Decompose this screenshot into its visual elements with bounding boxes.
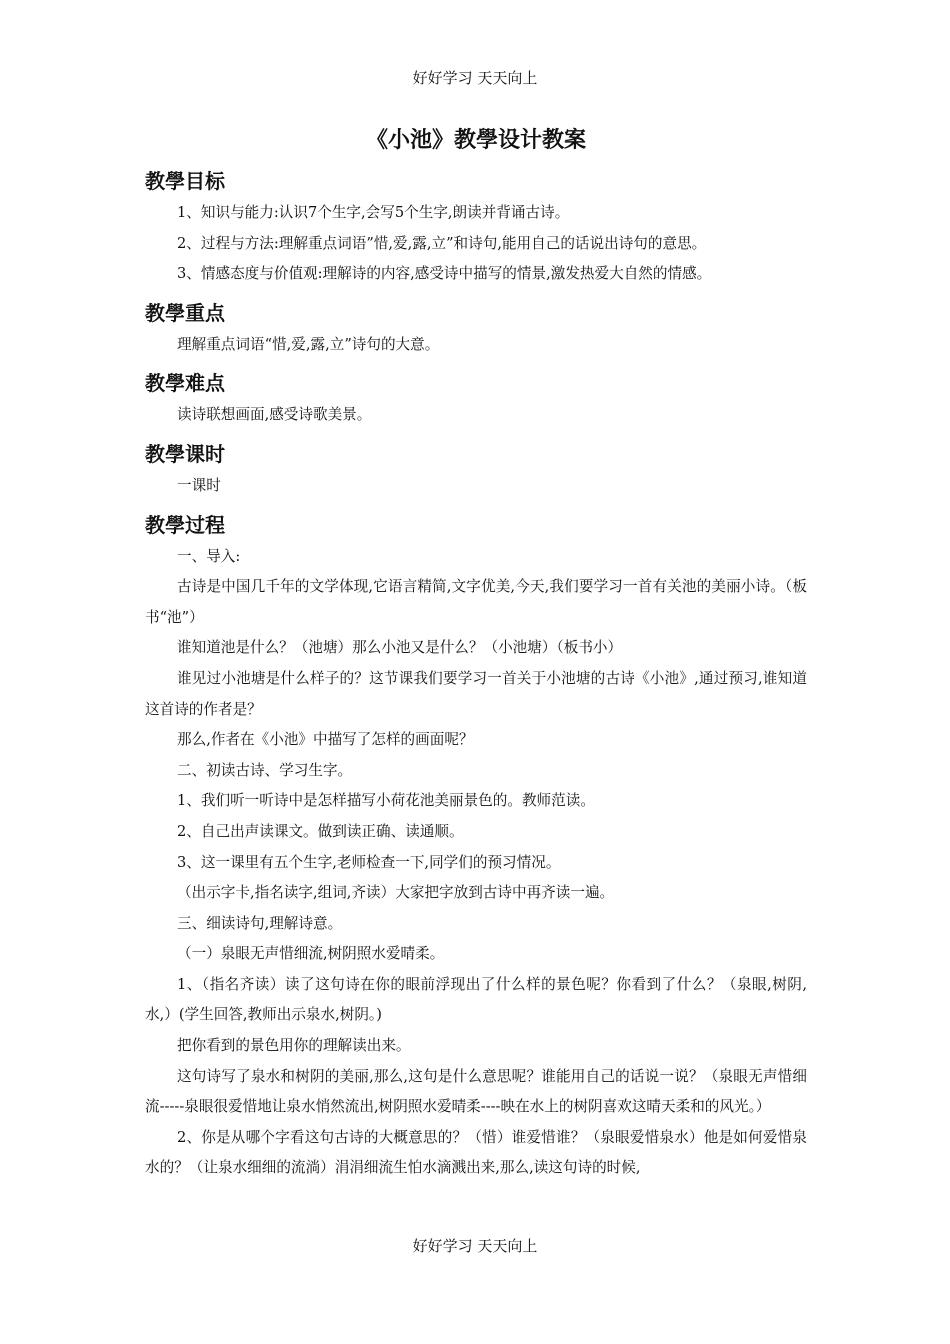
paragraph: 读诗联想画面,感受诗歌美景。 xyxy=(177,406,372,424)
section-difficulties xyxy=(145,368,807,431)
document-title: 《小池》教學设计教案 xyxy=(365,128,586,153)
section-heading: 教學重点 xyxy=(145,300,225,325)
section-key-points xyxy=(145,298,807,361)
paragraph: 二、初读古诗、学习生字。 xyxy=(177,761,353,779)
section-heading: 教學目标 xyxy=(145,169,225,193)
section-heading: 教學过程 xyxy=(145,512,225,537)
paragraph: 古诗是中国几千年的文学体现,它语言精简,文字优美,今天,我们要学习一首有关池的美丽小诗。（板书“池”） xyxy=(145,578,807,626)
paragraph: 把你看到的景色用你的理解读出来。 xyxy=(177,1037,411,1055)
section-process xyxy=(145,510,807,1184)
section-objectives xyxy=(145,166,807,290)
section-class-hours xyxy=(145,439,807,502)
paragraph: 谁见过小池塘是什么样子的？这节课我们要学习一首关于小池塘的古诗《小池》,通过预习,谁知道这首诗的作者是？ xyxy=(145,669,807,718)
paragraph: （一）泉眼无声惜细流,树阴照水爱晴柔。 xyxy=(177,945,445,963)
paragraph: 这句诗写了泉水和树阴的美丽,那么,这句是什么意思呢？谁能用自己的话说一说？（泉眼无声惜细流-----泉眼很爱惜地让泉水悄然流出,树阴照水爱晴柔----映在水上的树阴喜欢这晴天柔和的风光。） xyxy=(145,1067,807,1116)
paragraph: 一课时 xyxy=(177,476,221,494)
document-body xyxy=(145,124,807,1184)
section-heading: 教學课时 xyxy=(145,441,225,466)
paragraph: 谁知道池是什么？（池塘）那么小池又是什么？（小池塘）（板书小） xyxy=(177,639,623,657)
section-heading: 教學难点 xyxy=(145,371,225,396)
paragraph: 那么,作者在《小池》中描写了怎样的画面呢？ xyxy=(177,731,474,749)
paragraph: 一、导入: xyxy=(177,547,241,565)
page-footer: 好好学习 天天向上 xyxy=(412,1237,538,1255)
paragraph: 3、情感态度与价值观:理解诗的内容,感受诗中描写的情景,激发热爱大自然的情感。 xyxy=(177,265,712,283)
paragraph: （出示字卡,指名读字,组词,齐读）大家把字放到古诗中再齐读一遍。 xyxy=(177,884,615,902)
page-header: 好好学习 天天向上 xyxy=(412,69,538,87)
paragraph: 3、这一课里有五个生字,老师检查一下,同学们的预习情况。 xyxy=(177,853,561,871)
paragraph: 1、我们听一听诗中是怎样描写小荷花池美丽景色的。教师范读。 xyxy=(177,792,595,810)
paragraph: 1、（指名齐读）读了这句诗在你的眼前浮现出了什么样的景色呢？你看到了什么？（泉眼,树阴,水,）(学生回答,教师出示泉水,树阴。) xyxy=(145,975,807,1024)
paragraph: 2、你是从哪个字看这句古诗的大概意思的？（惜）谁爱惜谁？（泉眼爱惜泉水）他是如何爱惜泉水的？（让泉水细细的流淌）涓涓细流生怕水滴溅出来,那么,读这句诗的时候, xyxy=(145,1128,807,1177)
paragraph: 2、过程与方法:理解重点词语”惜,爱,露,立”和诗句,能用自己的话说出诗句的意思。 xyxy=(177,234,707,252)
paragraph: 理解重点词语“惜,爱,露,立”诗句的大意。 xyxy=(177,335,440,353)
paragraph: 三、细读诗句,理解诗意。 xyxy=(177,914,343,932)
paragraph: 2、自己出声读课文。做到读正确、读通顺。 xyxy=(177,822,464,840)
paragraph: 1、知识与能力:认识7个生字,会写5个生字,朗读并背诵古诗。 xyxy=(177,204,570,221)
